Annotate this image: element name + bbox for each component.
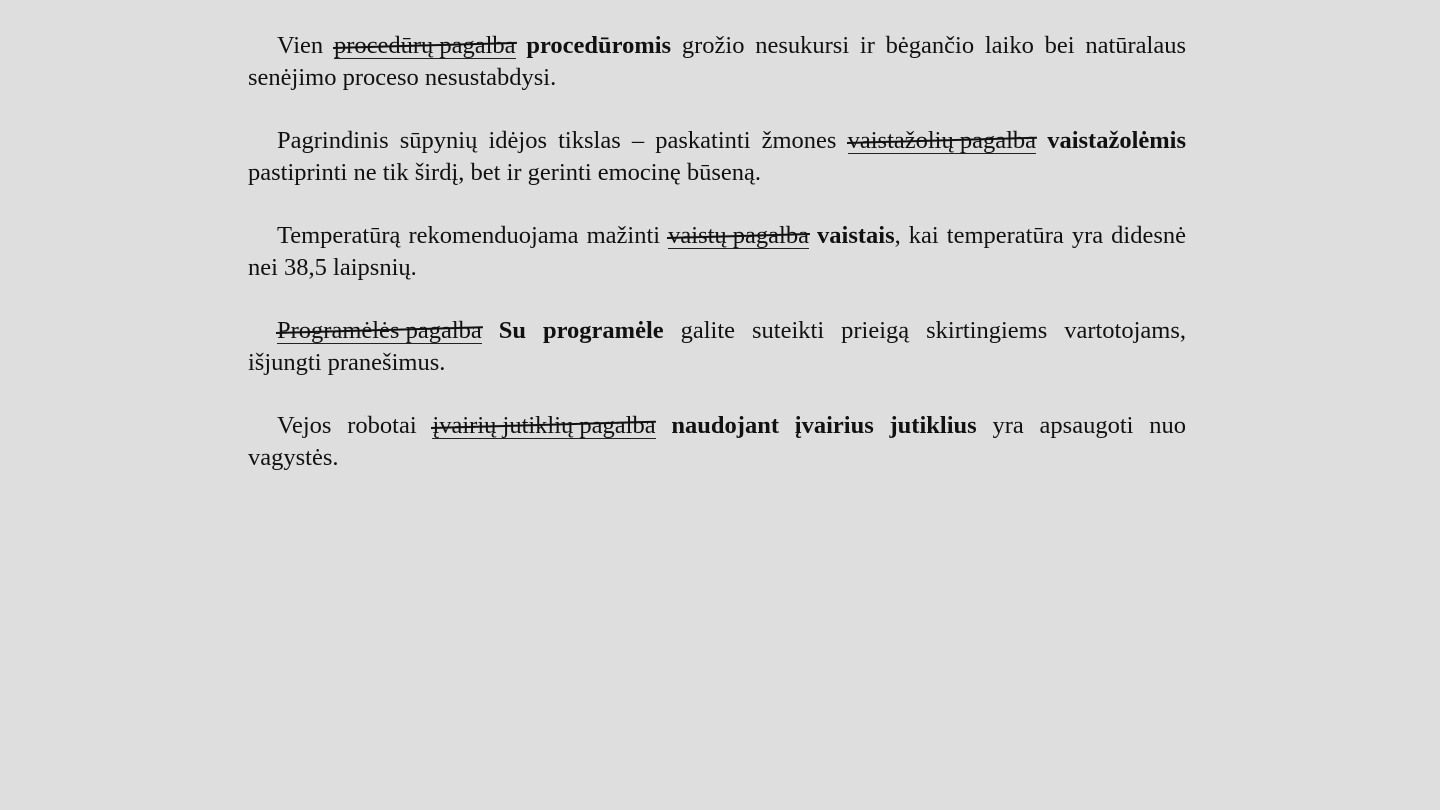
struck-phrase [668, 220, 809, 252]
underline-mark [432, 438, 655, 439]
text-after: pastiprinti ne tik širdį, bet ir gerinti emocinę būseną. [248, 159, 762, 186]
replacement-text: procedūromis [526, 32, 672, 59]
replacement-text: vaistais [817, 222, 895, 249]
paragraph-5 [248, 410, 1186, 474]
text-before: Temperatūrą rekomenduojama mažinti [277, 222, 669, 249]
text-before: Vejos robotai [277, 412, 433, 439]
text-before: Pagrindinis sūpynių idėjos tikslas – paskatinti žmones [277, 127, 848, 154]
text-after: grožio nesukursi ir bėgančio laiko bei natūralaus senėjimo proceso nesustabdysi. [248, 32, 1187, 91]
paragraph-3 [248, 220, 1186, 284]
struck-phrase [277, 315, 482, 347]
paragraph-4 [248, 315, 1186, 379]
underline-mark [334, 58, 516, 59]
text-after: , kai temperatūra yra didesnė nei 38,5 laipsnių. [248, 222, 1186, 281]
document-page [248, 30, 1186, 505]
struck-phrase [334, 30, 516, 62]
struck-text: Programėlės pagalba [277, 317, 482, 344]
text-after: galite suteikti prieigą skirtingiems vartotojams, išjungti pranešimus. [248, 317, 1187, 376]
struck-phrase [432, 410, 655, 442]
struck-phrase [848, 125, 1036, 157]
replacement-text: vaistažolėmis [1047, 127, 1187, 154]
paragraph-1 [248, 30, 1186, 94]
struck-text: įvairių jutiklių pagalba [432, 412, 656, 439]
struck-text: procedūrų pagalba [333, 32, 516, 59]
text-before: Vien [277, 32, 334, 59]
text-after: yra apsaugoti nuo vagystės. [248, 412, 1186, 471]
struck-text: vaistažolių pagalba [847, 127, 1037, 154]
struck-text: vaistų pagalba [668, 222, 809, 249]
paragraph-2 [248, 125, 1186, 189]
replacement-text: naudojant įvairius jutiklius [671, 412, 977, 439]
replacement-text: Su programėle [498, 317, 664, 344]
underline-mark [668, 248, 809, 249]
underline-mark [848, 153, 1036, 154]
underline-mark [277, 343, 482, 344]
